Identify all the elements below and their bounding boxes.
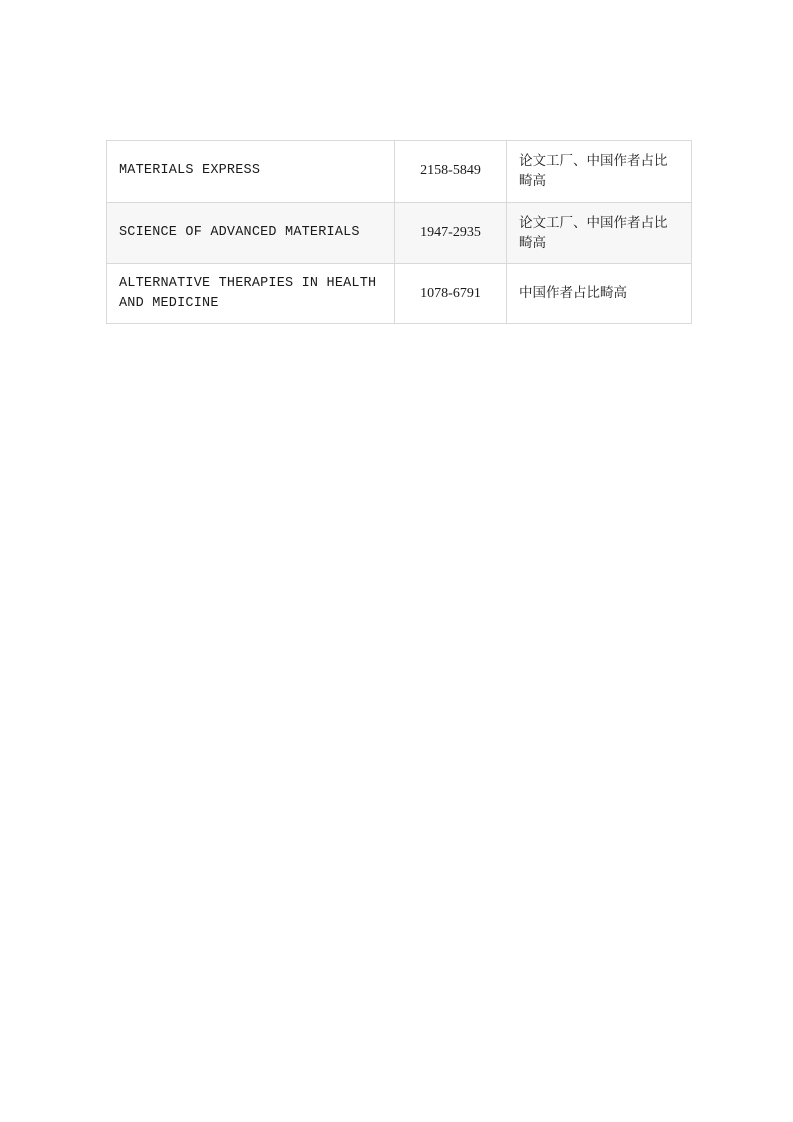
remark-cell: 中国作者占比畸高 bbox=[507, 264, 692, 324]
table-row bbox=[107, 141, 692, 203]
remark-cell: 论文工厂、中国作者占比畸高 bbox=[507, 202, 692, 264]
journal-name-cell: MATERIALS EXPRESS bbox=[107, 141, 395, 203]
table-row bbox=[107, 264, 692, 324]
journal-watchlist-table bbox=[106, 140, 692, 324]
journal-name-cell: ALTERNATIVE THERAPIES IN HEALTH AND MEDICINE bbox=[107, 264, 395, 324]
remark-cell: 论文工厂、中国作者占比畸高 bbox=[507, 141, 692, 203]
issn-cell: 2158-5849 bbox=[395, 141, 507, 203]
issn-cell: 1078-6791 bbox=[395, 264, 507, 324]
issn-cell: 1947-2935 bbox=[395, 202, 507, 264]
journal-name-cell: SCIENCE OF ADVANCED MATERIALS bbox=[107, 202, 395, 264]
table-row bbox=[107, 202, 692, 264]
